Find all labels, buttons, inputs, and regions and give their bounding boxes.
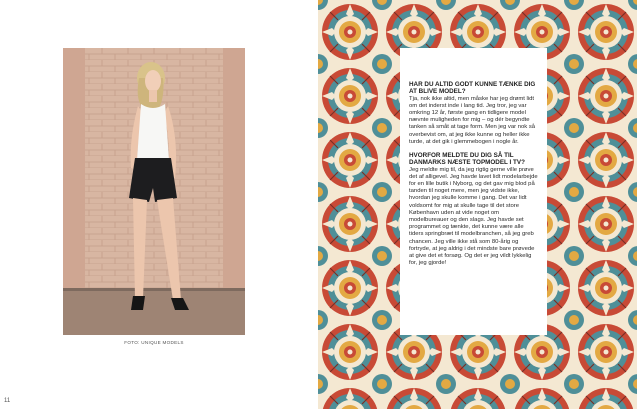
question-1: HAR DU ALTID GODT KUNNE TÆNKE DIG AT BLIVE MODEL?	[409, 81, 536, 96]
page-number: 11	[4, 398, 11, 404]
question-2: HVORFOR MELDTE DU DIG SÅ TIL DANMARKS NÆSTE TOPMODEL I TV?	[409, 152, 525, 167]
left-page	[0, 0, 318, 409]
answer-2: Jeg meldte mig til, da jeg rigtig gerne ville prøve det af alligevel. Jeg havde lavet lidt modelarbejde for en lille butik i Nyborg, og det gav mig blod på tanden til noget mere, men jeg vidste ikke, hvordan jeg skulle komme i gang. Det var lidt voldsomt for mig at skulle tage til det store København uden at vide noget om modelbureauer og den slags. Jeg havde set programmet og tænkte, det kunne være alle tiders springbræt til modelbranchen, så jeg greb chancen. Jeg ville ikke stå som 80-årig og fortryde, at jeg aldrig i det mindste bare prøvede at give det et forsøg. Og det er jeg vildt lykkelig for, jeg gjorde!	[409, 166, 538, 267]
answer-1: Tja, nok ikke altid, men måske har jeg drømt lidt om det inderst inde i lang tid. Jeg tror, jeg var omkring 12 år, første gang en tidligere model nævnte muligheden for mig – og dér begyndte tanken så småt at tage form. Men jeg var nok så overbevist om, at jeg ikke kunne og heller ikke turde, at det gik i glemmebogen i nogle år.	[409, 95, 536, 145]
photo-caption: FOTO: UNIQUE MODELS	[124, 340, 184, 345]
right-page	[318, 0, 637, 409]
interview-textbox	[400, 48, 547, 335]
model-photo	[63, 48, 245, 335]
